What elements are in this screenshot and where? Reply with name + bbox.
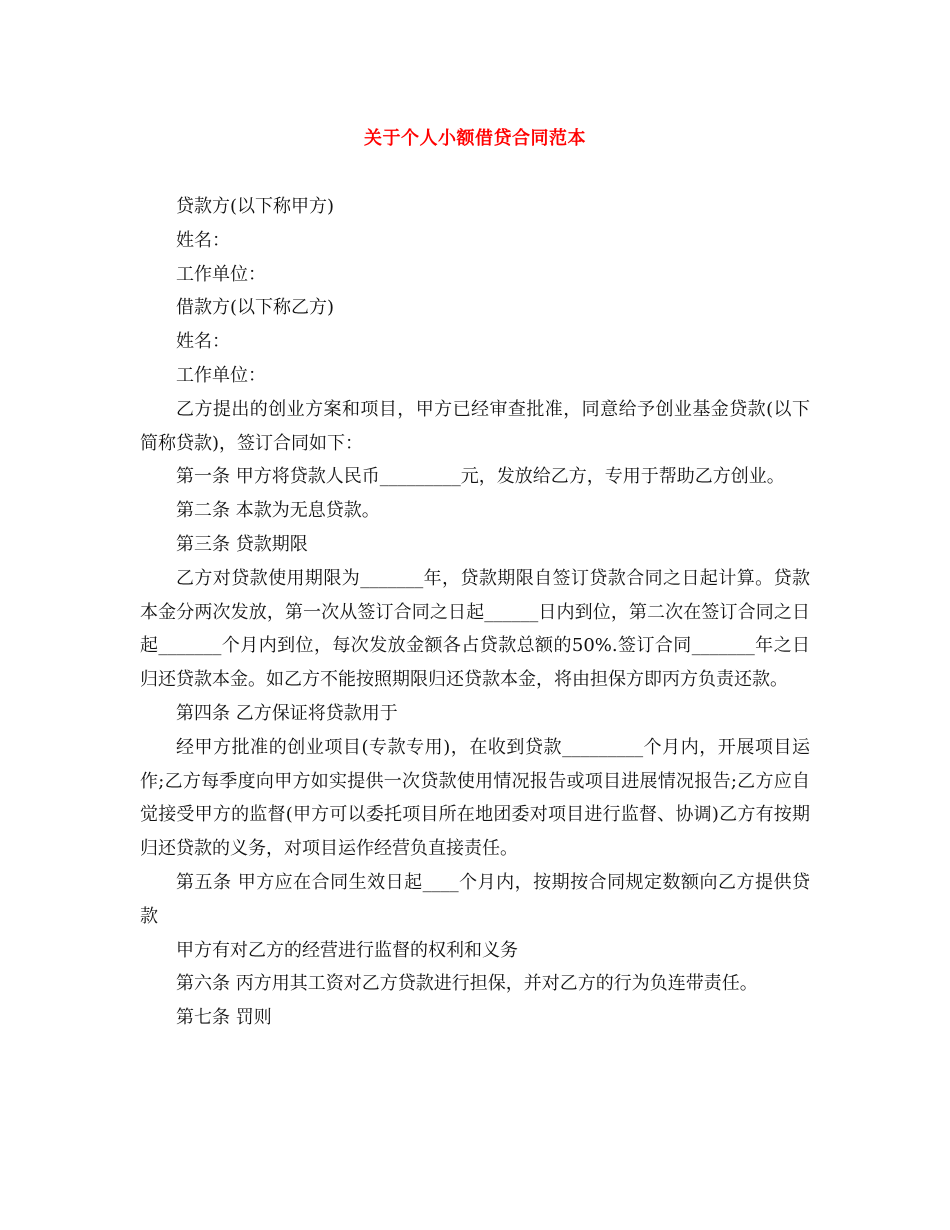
paragraph-article-4-heading: 第四条 乙方保证将贷款用于 xyxy=(176,702,398,724)
paragraph-preamble: 乙方提出的创业方案和项目，甲方已经审查批准，同意给予创业基金贷款(以下简称贷款)，签订合同如下： xyxy=(140,398,810,454)
paragraph-article-5: 第五条 甲方应在合同生效日起____个月内，按期按合同规定数额向乙方提供贷款 xyxy=(140,871,810,927)
paragraph-article-3-body: 乙方对贷款使用期限为_______年，贷款期限自签订贷款合同之日起计算。贷款本金分两次发放，第一次从签订合同之日起______日内到位，第二次在签订合同之日起_______个月内到位，每次发放金额各占贷款总额的50%.签订合同_______年之日归还贷款本金。如乙方不能按照期限归还贷款本金，将由担保方即丙方负责还款。 xyxy=(140,567,810,691)
paragraph-article-5-supervision: 甲方有对乙方的经营进行监督的权利和义务 xyxy=(176,939,518,961)
paragraph-article-6: 第六条 丙方用其工资对乙方贷款进行担保，并对乙方的行为负连带责任。 xyxy=(176,973,758,995)
paragraph-article-4-body: 经甲方批准的创业项目(专款专用)，在收到贷款_________个月内，开展项目运作;乙方每季度向甲方如实提供一次贷款使用情况报告或项目进展情况报告;乙方应自觉接受甲方的监督(甲方可以委托项目所在地团委对项目进行监督、协调)乙方有按期归还贷款的义务，对项目运作经营负直接责任。 xyxy=(140,736,810,860)
paragraph-lender-name: 姓名： xyxy=(176,229,230,251)
document-title: 关于个人小额借贷合同范本 xyxy=(364,128,586,149)
paragraph-borrower-name: 姓名： xyxy=(176,331,230,353)
paragraph-borrower-employer: 工作单位： xyxy=(176,364,266,386)
paragraph-article-7-heading: 第七条 罚则 xyxy=(176,1007,272,1029)
paragraph-article-1: 第一条 甲方将贷款人民币_________元，发放给乙方，专用于帮助乙方创业。 xyxy=(176,466,785,488)
document-body xyxy=(140,190,810,1035)
paragraph-lender-employer: 工作单位： xyxy=(176,263,266,285)
paragraph-borrower-label: 借款方(以下称乙方) xyxy=(176,297,335,319)
paragraph-lender-label: 贷款方(以下称甲方) xyxy=(176,196,335,217)
paragraph-article-3-heading: 第三条 贷款期限 xyxy=(176,533,308,555)
paragraph-article-2: 第二条 本款为无息贷款。 xyxy=(176,500,380,522)
